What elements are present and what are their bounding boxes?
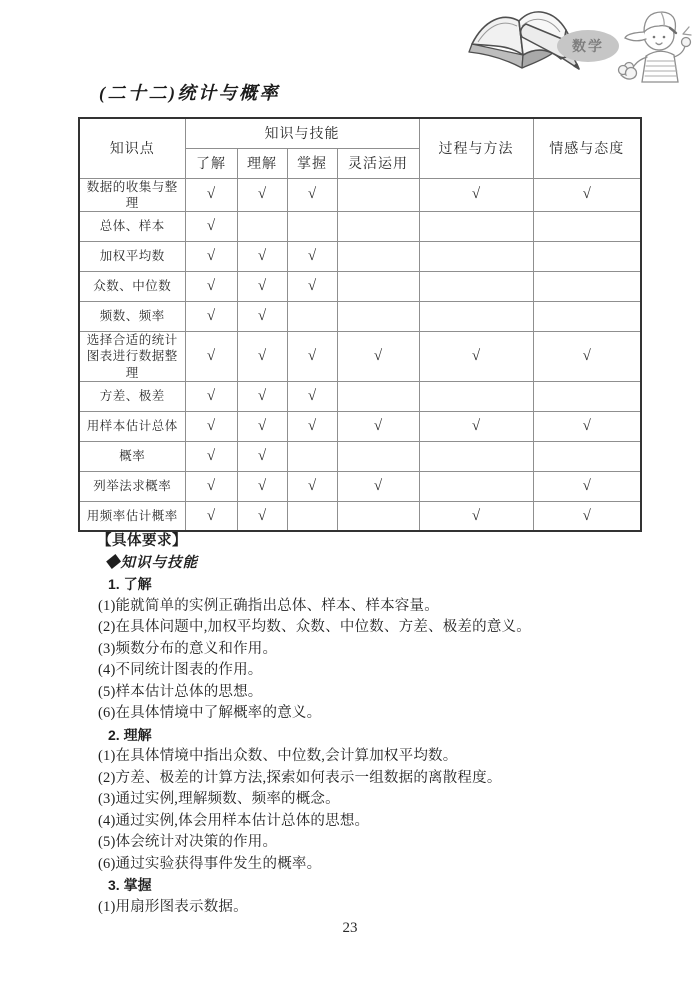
requirements-list: [97, 574, 642, 918]
requirement-item: (1)能就简单的实例正确指出总体、样本、样本容量。: [98, 597, 439, 614]
check-mark: √: [287, 381, 337, 411]
knowledge-skills-heading: ◆知识与技能: [105, 554, 198, 571]
empty-cell: [533, 381, 641, 411]
header-row-top: [79, 118, 641, 148]
requirement-item: (1)在具体情境中指出众数、中位数,会计算加权平均数。: [98, 748, 458, 764]
check-mark: √: [337, 471, 419, 501]
empty-cell: [287, 212, 337, 242]
empty-cell: [337, 242, 419, 272]
check-mark: √: [237, 302, 287, 332]
requirement-item: (4)不同统计图表的作用。: [98, 662, 263, 678]
check-mark: √: [237, 381, 287, 411]
check-mark: √: [237, 501, 287, 531]
col-header-flexible-use: 灵活运用: [337, 148, 419, 178]
empty-cell: [287, 302, 337, 332]
check-mark: √: [185, 178, 237, 212]
row-label: 用频率估计概率: [79, 501, 185, 531]
check-mark: √: [185, 501, 237, 531]
col-header-know: 了解: [185, 148, 237, 178]
row-label: 列举法求概率: [79, 471, 185, 501]
math-badge-label: 数学: [572, 38, 604, 54]
check-mark: √: [185, 441, 237, 471]
empty-cell: [337, 212, 419, 242]
check-mark: √: [185, 302, 237, 332]
requirement-item: (1)用扇形图表示数据。: [98, 898, 248, 915]
check-mark: √: [419, 501, 533, 531]
empty-cell: [287, 501, 337, 531]
table-row: [79, 501, 641, 531]
requirements-section: [97, 531, 642, 918]
table-row: [79, 332, 641, 382]
requirement-item: (2)在具体问题中,加权平均数、众数、中位数、方差、极差的意义。: [98, 619, 531, 635]
requirement-item: (3)通过实例,理解频数、频率的概念。: [98, 791, 340, 807]
empty-cell: [533, 272, 641, 302]
empty-cell: [287, 441, 337, 471]
check-mark: √: [185, 212, 237, 242]
empty-cell: [533, 302, 641, 332]
check-mark: √: [185, 332, 237, 382]
requirement-item: (6)通过实验获得事件发生的概率。: [98, 855, 322, 872]
check-mark: √: [185, 242, 237, 272]
table-row: [79, 242, 641, 272]
check-mark: √: [185, 272, 237, 302]
row-label: 频数、频率: [79, 302, 185, 332]
table-row: [79, 411, 641, 441]
table-row: [79, 212, 641, 242]
col-header-understand: 理解: [237, 148, 287, 178]
check-mark: √: [237, 242, 287, 272]
check-mark: √: [419, 411, 533, 441]
check-mark: √: [237, 272, 287, 302]
col-header-master: 掌握: [287, 148, 337, 178]
check-mark: √: [287, 471, 337, 501]
col-header-emotion-attitude: 情感与态度: [533, 118, 641, 178]
row-label: 总体、样本: [79, 212, 185, 242]
check-mark: √: [533, 501, 641, 531]
empty-cell: [533, 242, 641, 272]
row-label: 加权平均数: [79, 242, 185, 272]
requirement-group-title: 3. 掌握: [108, 877, 152, 893]
check-mark: √: [237, 178, 287, 212]
mascot-boy-icon: [619, 12, 692, 82]
empty-cell: [337, 272, 419, 302]
check-mark: √: [287, 178, 337, 212]
empty-cell: [237, 212, 287, 242]
check-mark: √: [337, 411, 419, 441]
requirement-group-title: 1. 了解: [108, 576, 152, 592]
empty-cell: [419, 242, 533, 272]
math-badge: [557, 30, 619, 62]
check-mark: √: [185, 381, 237, 411]
requirement-item: (5)体会统计对决策的作用。: [98, 834, 278, 850]
requirement-item: (5)样本估计总体的思想。: [98, 683, 263, 700]
table-row: [79, 471, 641, 501]
requirement-item: (4)通过实例,体会用样本估计总体的思想。: [98, 812, 370, 829]
check-mark: √: [287, 242, 337, 272]
row-label: 选择合适的统计图表进行数据整理: [79, 332, 185, 382]
empty-cell: [337, 501, 419, 531]
check-mark: √: [533, 411, 641, 441]
check-mark: √: [185, 411, 237, 441]
empty-cell: [337, 178, 419, 212]
empty-cell: [337, 302, 419, 332]
check-mark: √: [287, 411, 337, 441]
col-header-knowledge-point: 知识点: [79, 118, 185, 178]
curriculum-table: [78, 117, 642, 532]
row-label: 用样本估计总体: [79, 411, 185, 441]
empty-cell: [419, 212, 533, 242]
row-label: 众数、中位数: [79, 272, 185, 302]
check-mark: √: [533, 471, 641, 501]
check-mark: √: [533, 178, 641, 212]
empty-cell: [533, 212, 641, 242]
requirement-item: (3)频数分布的意义和作用。: [98, 640, 278, 657]
check-mark: √: [533, 332, 641, 382]
requirement-item: (2)方差、极差的计算方法,探索如何表示一组数据的离散程度。: [98, 769, 502, 786]
empty-cell: [337, 381, 419, 411]
empty-cell: [419, 471, 533, 501]
check-mark: √: [337, 332, 419, 382]
empty-cell: [337, 441, 419, 471]
check-mark: √: [419, 178, 533, 212]
empty-cell: [419, 441, 533, 471]
table-row: [79, 178, 641, 212]
baseball-glove-icon: [619, 63, 637, 80]
empty-cell: [533, 441, 641, 471]
row-label: 概率: [79, 441, 185, 471]
check-mark: √: [237, 411, 287, 441]
empty-cell: [419, 302, 533, 332]
check-mark: √: [237, 471, 287, 501]
empty-cell: [419, 272, 533, 302]
check-mark: √: [237, 332, 287, 382]
row-label: 方差、极差: [79, 381, 185, 411]
check-mark: √: [287, 332, 337, 382]
requirement-item: (6)在具体情境中了解概率的意义。: [98, 705, 322, 721]
check-mark: √: [237, 441, 287, 471]
empty-cell: [419, 381, 533, 411]
table-row: [79, 381, 641, 411]
row-label: 数据的收集与整理: [79, 178, 185, 212]
table-body: [79, 178, 641, 531]
requirements-heading: 【具体要求】: [97, 533, 187, 549]
table-row: [79, 441, 641, 471]
requirement-group-title: 2. 理解: [108, 726, 152, 743]
page-number: 23: [342, 920, 358, 936]
check-mark: √: [287, 272, 337, 302]
check-mark: √: [419, 332, 533, 382]
table-row: [79, 302, 641, 332]
check-mark: √: [185, 471, 237, 501]
page-title: (二十二)统计与概率: [99, 83, 280, 103]
table-row: [79, 272, 641, 302]
col-group-knowledge-skills: 知识与技能: [185, 118, 419, 148]
col-header-process-method: 过程与方法: [419, 118, 533, 178]
